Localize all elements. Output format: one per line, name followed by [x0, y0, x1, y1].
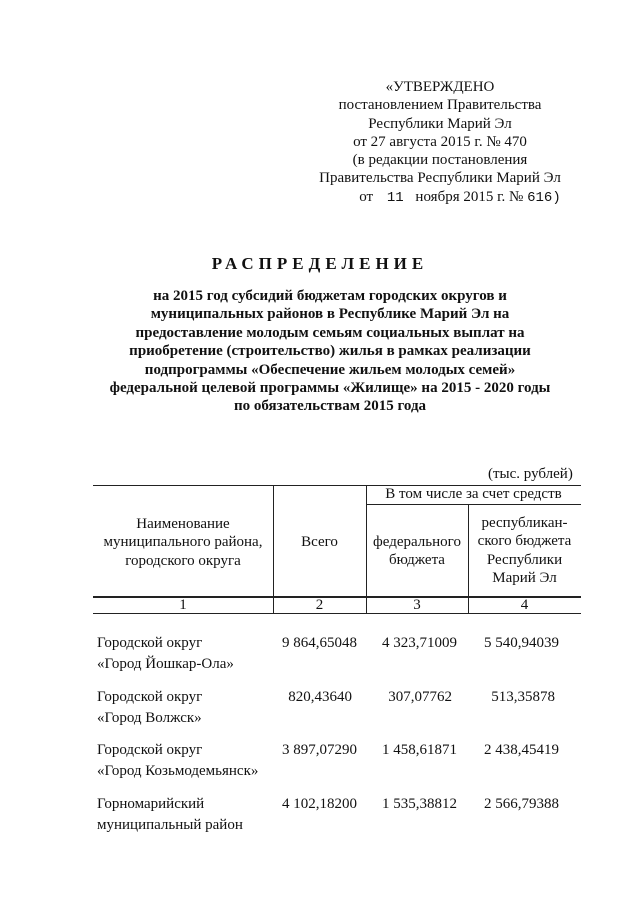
row-name-line: «Город Волжск» [97, 710, 202, 726]
document-subtitle [109, 287, 551, 416]
approval-line: Правительства Республики Марий Эл [319, 170, 561, 187]
row-federal: 1 458,61871 [382, 742, 457, 758]
units-label: (тыс. рублей) [488, 466, 573, 482]
approval-number: 616) [527, 189, 561, 206]
row-total: 820,43640 [288, 689, 352, 705]
subtitle-line: муниципальных районов в Республике Марий Эл на [150, 306, 510, 323]
number-row-bottom-border [93, 613, 581, 614]
approval-last-line [300, 188, 580, 207]
row-name-line: «Город Козьмодемьянск» [97, 763, 259, 779]
subtitle-line: предоставление молодым семьям социальных выплат на [135, 324, 525, 341]
row-republic: 513,35878 [491, 689, 555, 705]
header-republic-line: республикан- [481, 515, 568, 531]
column-number: 2 [315, 597, 324, 613]
column-number: 1 [179, 597, 187, 613]
document-title: РАСПРЕДЕЛЕНИЕ [211, 254, 429, 273]
approval-line: «УТВЕРЖДЕНО [385, 79, 495, 95]
row-federal: 307,07762 [388, 689, 452, 705]
table-header [93, 485, 581, 615]
header-republic-line: Марий Эл [492, 570, 557, 587]
approval-date: ноября 2015 г. № [415, 188, 524, 205]
header-republic [468, 514, 581, 588]
header-total: Всего [301, 534, 338, 550]
row-name-line: Горномарийский [97, 796, 205, 812]
row-republic: 5 540,94039 [484, 635, 559, 651]
approval-line: постановлением Правительства [338, 97, 542, 114]
row-republic: 2 566,79388 [484, 796, 559, 812]
row-total: 9 864,65048 [282, 635, 357, 651]
header-republic-line: ского бюджета [477, 533, 572, 550]
header-federal-line: бюджета [389, 552, 445, 569]
approval-line: от 27 августа 2015 г. № 470 [353, 133, 527, 150]
approval-line: (в редакции постановления [352, 152, 528, 169]
header-federal-line: федерального [373, 534, 461, 550]
row-name-line: Городской округ [97, 689, 203, 705]
approval-line: Республики Марий Эл [368, 115, 512, 132]
header-group: В том числе за счет средств [385, 486, 562, 502]
column-number: 3 [413, 597, 421, 613]
row-federal: 4 323,71009 [382, 635, 457, 651]
row-name-line: муниципальный район [97, 817, 243, 833]
header-federal [366, 533, 468, 570]
header-name-line: городского округа [125, 552, 241, 569]
header-name-line: муниципального района, [103, 534, 263, 551]
row-total: 3 897,07290 [282, 742, 357, 758]
column-number: 4 [520, 597, 529, 613]
approval-from: от [359, 188, 374, 205]
subtitle-line: федеральной целевой программы «Жилище» на 2015 - 2020 годы [109, 380, 551, 397]
row-republic: 2 438,45419 [484, 742, 559, 758]
header-name [93, 515, 273, 570]
subtitle-line: на 2015 год субсидий бюджетам городских округов и [153, 288, 507, 304]
header-name-line: Наименование [136, 516, 230, 532]
subtitle-line: приобретение (строительство) жилья в рамках реализации [129, 343, 531, 360]
group-header-border [366, 504, 581, 505]
row-name-line: «Город Йошкар-Ола» [97, 656, 234, 672]
row-federal: 1 535,38812 [382, 796, 457, 812]
approval-block [300, 78, 580, 207]
subtitle-line: подпрограммы «Обеспечение жильем молодых семей» [144, 361, 516, 378]
subtitle-line: по обязательствам 2015 года [233, 398, 427, 415]
header-republic-line: Республики [486, 551, 563, 568]
approval-day: 11 [386, 189, 404, 206]
row-total: 4 102,18200 [282, 796, 357, 812]
row-name-line: Городской округ [97, 635, 203, 651]
row-name-line: Городской округ [97, 742, 203, 758]
